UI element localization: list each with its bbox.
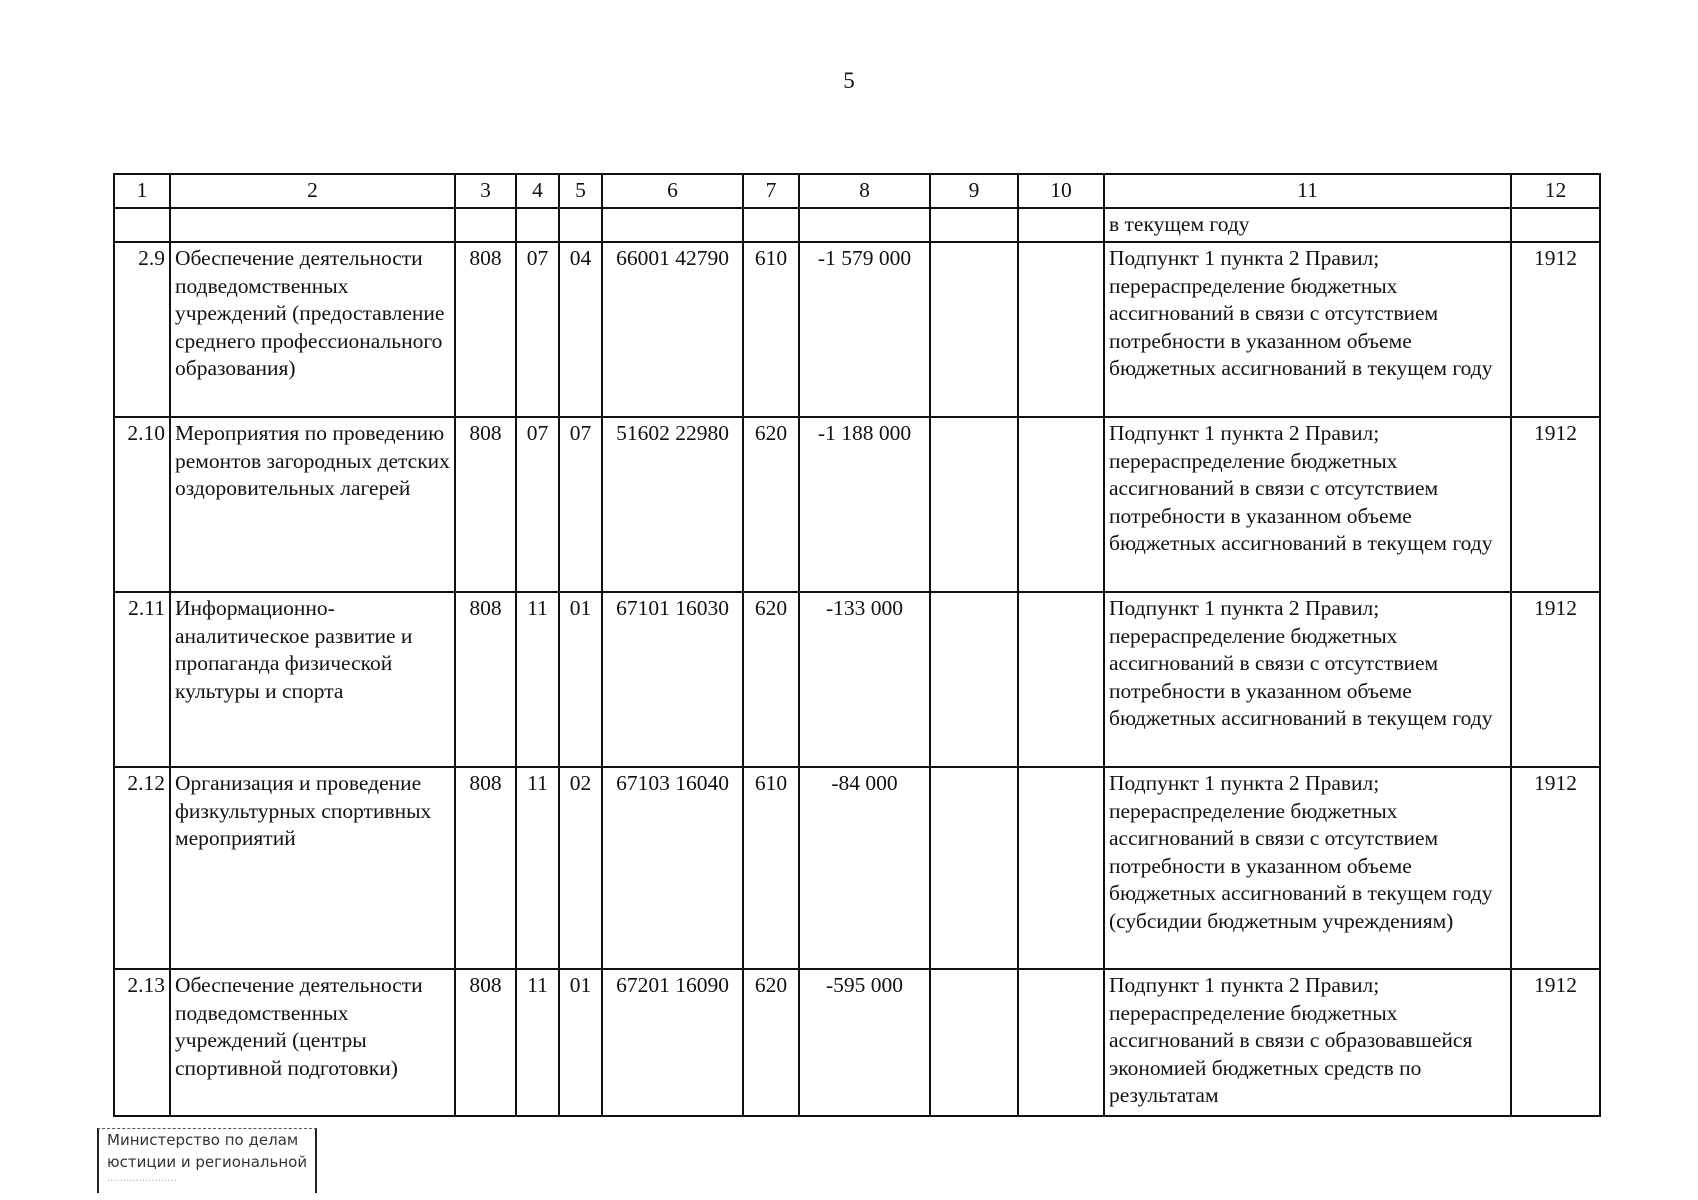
row-c4: 11 xyxy=(516,767,559,969)
row-c10 xyxy=(1018,592,1104,767)
row-amount: -84 000 xyxy=(799,767,930,969)
row-c6: 51602 22980 xyxy=(602,417,743,592)
header-cell: 9 xyxy=(930,174,1018,208)
row-name: Обеспечение деятельности подведомственных учреждений (центры спортивной подготовки) xyxy=(170,969,455,1116)
header-cell: 10 xyxy=(1018,174,1104,208)
row-c9 xyxy=(930,969,1018,1116)
header-cell: 7 xyxy=(743,174,799,208)
row-c4: 11 xyxy=(516,969,559,1116)
row-c3: 808 xyxy=(455,969,516,1116)
row-c4: 07 xyxy=(516,242,559,417)
row-c3: 808 xyxy=(455,767,516,969)
table-row xyxy=(114,417,1600,592)
table-row xyxy=(114,767,1600,969)
row-c5: 01 xyxy=(559,592,602,767)
row-c9 xyxy=(930,417,1018,592)
row-c4: 11 xyxy=(516,592,559,767)
row-c10 xyxy=(1018,767,1104,969)
row-amount: -133 000 xyxy=(799,592,930,767)
row-c5: 07 xyxy=(559,417,602,592)
row-c10 xyxy=(1018,417,1104,592)
table-row xyxy=(114,969,1600,1116)
basis-cell: в текущем году xyxy=(1104,208,1511,242)
row-number: 2.13 xyxy=(114,969,170,1116)
row-amount: -1 188 000 xyxy=(799,417,930,592)
stamp-line: ...................... xyxy=(107,1173,177,1184)
header-cell: 8 xyxy=(799,174,930,208)
row-number: 2.12 xyxy=(114,767,170,969)
table-row xyxy=(114,242,1600,417)
row-code: 1912 xyxy=(1511,592,1600,767)
row-c6: 67103 16040 xyxy=(602,767,743,969)
row-c9 xyxy=(930,767,1018,969)
row-c7: 610 xyxy=(743,242,799,417)
row-c5: 04 xyxy=(559,242,602,417)
stamp-line: юстиции и региональной xyxy=(107,1153,308,1171)
row-c9 xyxy=(930,242,1018,417)
row-number: 2.10 xyxy=(114,417,170,592)
page-number: 5 xyxy=(843,68,855,93)
budget-table xyxy=(113,173,1601,1117)
row-c4: 07 xyxy=(516,417,559,592)
header-cell: 1 xyxy=(114,174,170,208)
row-number: 2.11 xyxy=(114,592,170,767)
row-amount: -595 000 xyxy=(799,969,930,1116)
row-c6: 67201 16090 xyxy=(602,969,743,1116)
row-name: Организация и проведение физкультурных спортивных мероприятий xyxy=(170,767,455,969)
row-c10 xyxy=(1018,969,1104,1116)
ministry-stamp xyxy=(97,1128,317,1193)
row-name: Обеспечение деятельности подведомственных учреждений (предоставление среднего профессионального образования) xyxy=(170,242,455,417)
row-c9 xyxy=(930,592,1018,767)
row-code: 1912 xyxy=(1511,969,1600,1116)
table-row xyxy=(114,592,1600,767)
header-cell: 6 xyxy=(602,174,743,208)
row-basis: Подпункт 1 пункта 2 Правил; перераспределение бюджетных ассигнований в связи с отсутствием потребности в указанном объеме бюджетных ассигнований в текущем году xyxy=(1104,417,1511,592)
row-basis: Подпункт 1 пункта 2 Правил; перераспределение бюджетных ассигнований в связи с образовавшейся экономией бюджетных средств по результатам xyxy=(1104,969,1511,1116)
header-cell: 12 xyxy=(1511,174,1600,208)
row-code: 1912 xyxy=(1511,242,1600,417)
row-c10 xyxy=(1018,242,1104,417)
row-code: 1912 xyxy=(1511,417,1600,592)
row-name: Информационно-аналитическое развитие и пропаганда физической культуры и спорта xyxy=(170,592,455,767)
row-c7: 610 xyxy=(743,767,799,969)
row-c3: 808 xyxy=(455,592,516,767)
row-code: 1912 xyxy=(1511,767,1600,969)
row-c7: 620 xyxy=(743,417,799,592)
row-basis: Подпункт 1 пункта 2 Правил; перераспределение бюджетных ассигнований в связи с отсутствием потребности в указанном объеме бюджетных ассигнований в текущем году (субсидии бюджетным учреждениям) xyxy=(1104,767,1511,969)
header-cell: 5 xyxy=(559,174,602,208)
row-basis: Подпункт 1 пункта 2 Правил; перераспределение бюджетных ассигнований в связи с отсутствием потребности в указанном объеме бюджетных ассигнований в текущем году xyxy=(1104,242,1511,417)
header-cell: 2 xyxy=(170,174,455,208)
row-c3: 808 xyxy=(455,242,516,417)
continuation-row xyxy=(114,208,1600,242)
header-cell: 4 xyxy=(516,174,559,208)
header-cell: 11 xyxy=(1104,174,1511,208)
row-c7: 620 xyxy=(743,969,799,1116)
row-basis: Подпункт 1 пункта 2 Правил; перераспределение бюджетных ассигнований в связи с отсутствием потребности в указанном объеме бюджетных ассигнований в текущем году xyxy=(1104,592,1511,767)
row-c3: 808 xyxy=(455,417,516,592)
row-c6: 67101 16030 xyxy=(602,592,743,767)
row-amount: -1 579 000 xyxy=(799,242,930,417)
table-header-row xyxy=(114,174,1600,208)
row-c7: 620 xyxy=(743,592,799,767)
stamp-line: Министерство по делам xyxy=(107,1131,299,1149)
row-c5: 02 xyxy=(559,767,602,969)
row-name: Мероприятия по проведению ремонтов загородных детских оздоровительных лагерей xyxy=(170,417,455,592)
header-cell: 3 xyxy=(455,174,516,208)
row-c6: 66001 42790 xyxy=(602,242,743,417)
row-c5: 01 xyxy=(559,969,602,1116)
row-number: 2.9 xyxy=(114,242,170,417)
